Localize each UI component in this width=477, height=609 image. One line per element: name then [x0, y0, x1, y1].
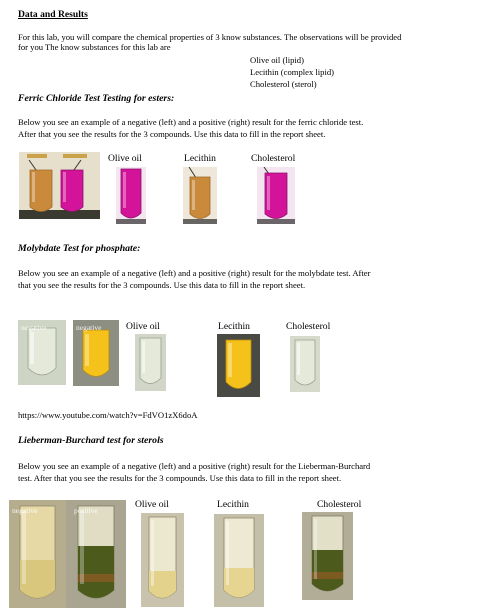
molybdate-title: Molybdate Test for phosphate:	[18, 243, 141, 254]
lieberman-desc-line-2: test. After that you see the results for the 3 compounds. Use this data to fill in the report sheet.	[18, 473, 342, 483]
ferric-olive-oil-photo	[116, 167, 146, 224]
lieberman-label-olive-oil: Olive oil	[135, 499, 169, 510]
substance-cholesterol: Cholesterol (sterol)	[250, 79, 317, 89]
ferric-label-cholesterol: Cholesterol	[251, 153, 296, 164]
ferric-label-lecithin: Lecithin	[184, 153, 216, 164]
molybdate-negative-label: negative	[21, 323, 47, 332]
molybdate-label-olive-oil: Olive oil	[126, 321, 160, 332]
lieberman-label-cholesterol: Cholesterol	[317, 499, 362, 510]
ferric-desc-line-2: After that you see the results for the 3 compounds. Use this data to fill in the report sheet.	[18, 129, 326, 139]
lieberman-olive-oil-photo	[141, 513, 184, 607]
lieberman-desc-line-1: Below you see an example of a negative (left) and a positive (right) result for the Lieberman-Burchard	[18, 461, 371, 471]
molybdate-cholesterol-photo	[290, 336, 320, 392]
intro-line-2: for you The know substances for this lab are	[18, 42, 171, 52]
lieberman-cholesterol-photo	[302, 512, 353, 600]
molybdate-positive-photo	[73, 320, 119, 386]
molybdate-label-lecithin: Lecithin	[218, 321, 250, 332]
lieberman-negative-photo	[9, 500, 66, 608]
lieberman-negative-label: negative	[12, 506, 38, 515]
ferric-label-olive-oil: Olive oil	[108, 153, 142, 164]
lieberman-lecithin-photo	[214, 514, 264, 607]
ferric-cholesterol-photo	[257, 167, 295, 224]
lieberman-title: Lieberman-Burchard test for sterols	[18, 435, 164, 446]
molybdate-negative-photo	[18, 320, 66, 385]
molybdate-video-link[interactable]: https://www.youtube.com/watch?v=FdVO1zX6doA	[18, 410, 198, 420]
substance-olive-oil: Olive oil (lipid)	[250, 55, 304, 65]
molybdate-positive-label: negative	[76, 323, 102, 332]
page-heading: Data and Results	[18, 9, 88, 20]
lieberman-positive-photo	[66, 500, 126, 608]
molybdate-desc-line-1: Below you see an example of a negative (left) and a positive (right) result for the molybdate test. After	[18, 268, 371, 278]
ferric-lecithin-photo	[183, 167, 217, 224]
substance-lecithin: Lecithin (complex lipid)	[250, 67, 335, 77]
molybdate-desc-line-2: that you see the results for the 3 compounds. Use this data to fill in the report sheet.	[18, 280, 306, 290]
molybdate-label-cholesterol: Cholesterol	[286, 321, 331, 332]
molybdate-olive-oil-photo	[135, 334, 166, 391]
lieberman-positive-label: positive	[74, 506, 98, 515]
intro-line-1: For this lab, you will compare the chemical properties of 3 know substances. The observations will be provided	[18, 32, 402, 42]
molybdate-lecithin-photo	[217, 334, 260, 397]
ferric-chloride-title: Ferric Chloride Test Testing for esters:	[18, 93, 175, 104]
lieberman-label-lecithin: Lecithin	[217, 499, 249, 510]
ferric-example-photo	[19, 152, 100, 219]
ferric-desc-line-1: Below you see an example of a negative (left) and a positive (right) result for the ferric chloride test.	[18, 117, 364, 127]
